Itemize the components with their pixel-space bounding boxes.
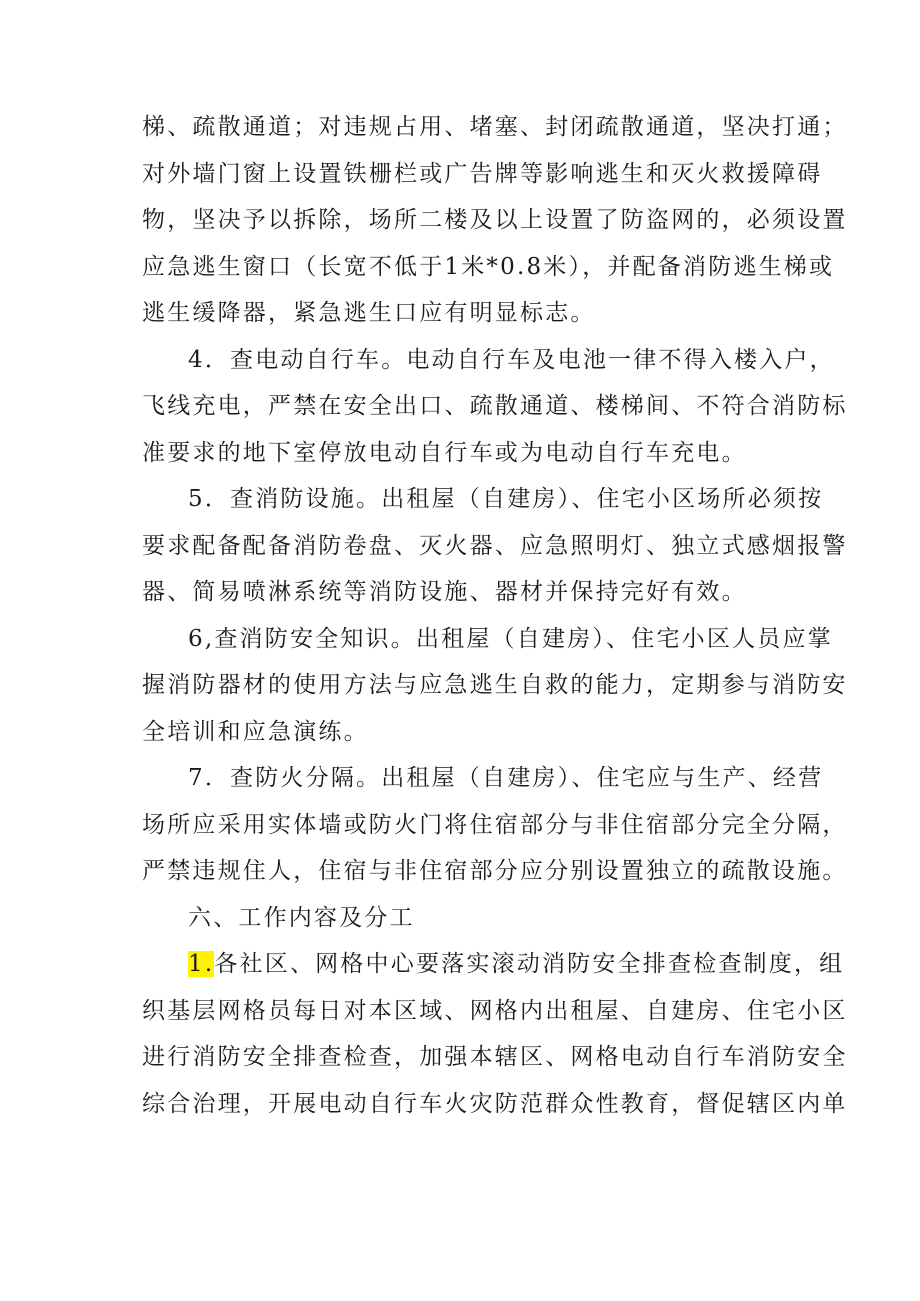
text-line: 综合治理，开展电动自行车火灾防范群众性教育，督促辖区内单 — [142, 1090, 848, 1117]
text-line: 准要求的地下室停放电动自行车或为电动自行车充电。 — [142, 439, 747, 466]
text-line: 要求配备配备消防卷盘、灭火器、应急照明灯、独立式感烟报警 — [142, 532, 848, 559]
body-text — [142, 104, 848, 1127]
text-line: 器、简易喷淋系统等消防设施、器材并保持完好有效。 — [142, 579, 747, 605]
text-line: 对外墙门窗上设置铁栅栏或广告牌等影响逃生和灭火救援障碍 — [142, 160, 823, 187]
section-six-heading: 六、工作内容及分工 — [188, 904, 415, 931]
item-4-heading-line: 4．查电动自行车。电动自行车及电池一律不得入楼入户， — [188, 346, 835, 373]
item-5-heading-line: 5．查消防设施。出租屋（自建房）、住宅小区场所必须按 — [188, 486, 824, 512]
highlighted-number: 1. — [188, 951, 215, 977]
text-line: 握消防器材的使用方法与应急逃生自救的能力，定期参与消防安 — [142, 672, 848, 698]
text-line: 梯、疏散通道；对违规占用、堵塞、封闭疏散通道，坚决打通； — [142, 114, 848, 140]
text-line: 场所应采用实体墙或防火门将住宿部分与非住宿部分完全分隔， — [142, 811, 848, 838]
text-line: 全培训和应急演练。 — [142, 718, 369, 745]
item-7-heading-line: 7．查防火分隔。出租屋（自建房）、住宅应与生产、经营 — [188, 765, 824, 791]
text-line: 逃生缓降器，紧急逃生口应有明显标志。 — [142, 300, 596, 326]
text-line: 织基层网格员每日对本区域、网格内出租屋、自建房、住宅小区 — [142, 997, 848, 1024]
text-line: 应急逃生窗口（长宽不低于1米*0.8米），并配备消防逃生梯或 — [142, 253, 835, 280]
text-line: 物，坚决予以拆除，场所二楼及以上设置了防盗网的，必须设置 — [142, 207, 848, 233]
text-line: 进行消防安全排查检查，加强本辖区、网格电动自行车消防安全 — [142, 1044, 848, 1070]
section-six-item-1-line — [142, 941, 845, 988]
text-line: 严禁违规住人，住宿与非住宿部分应分别设置独立的疏散设施。 — [142, 858, 848, 884]
text-line: 飞线充电，严禁在安全出口、疏散通道、楼梯间、不符合消防标 — [142, 393, 848, 419]
item-6-heading-line: 6,查消防安全知识。出租屋（自建房）、住宅小区人员应掌 — [188, 625, 833, 652]
text-line-content: 各社区、网格中心要落实滚动消防安全排查检查制度，组 — [214, 951, 845, 977]
